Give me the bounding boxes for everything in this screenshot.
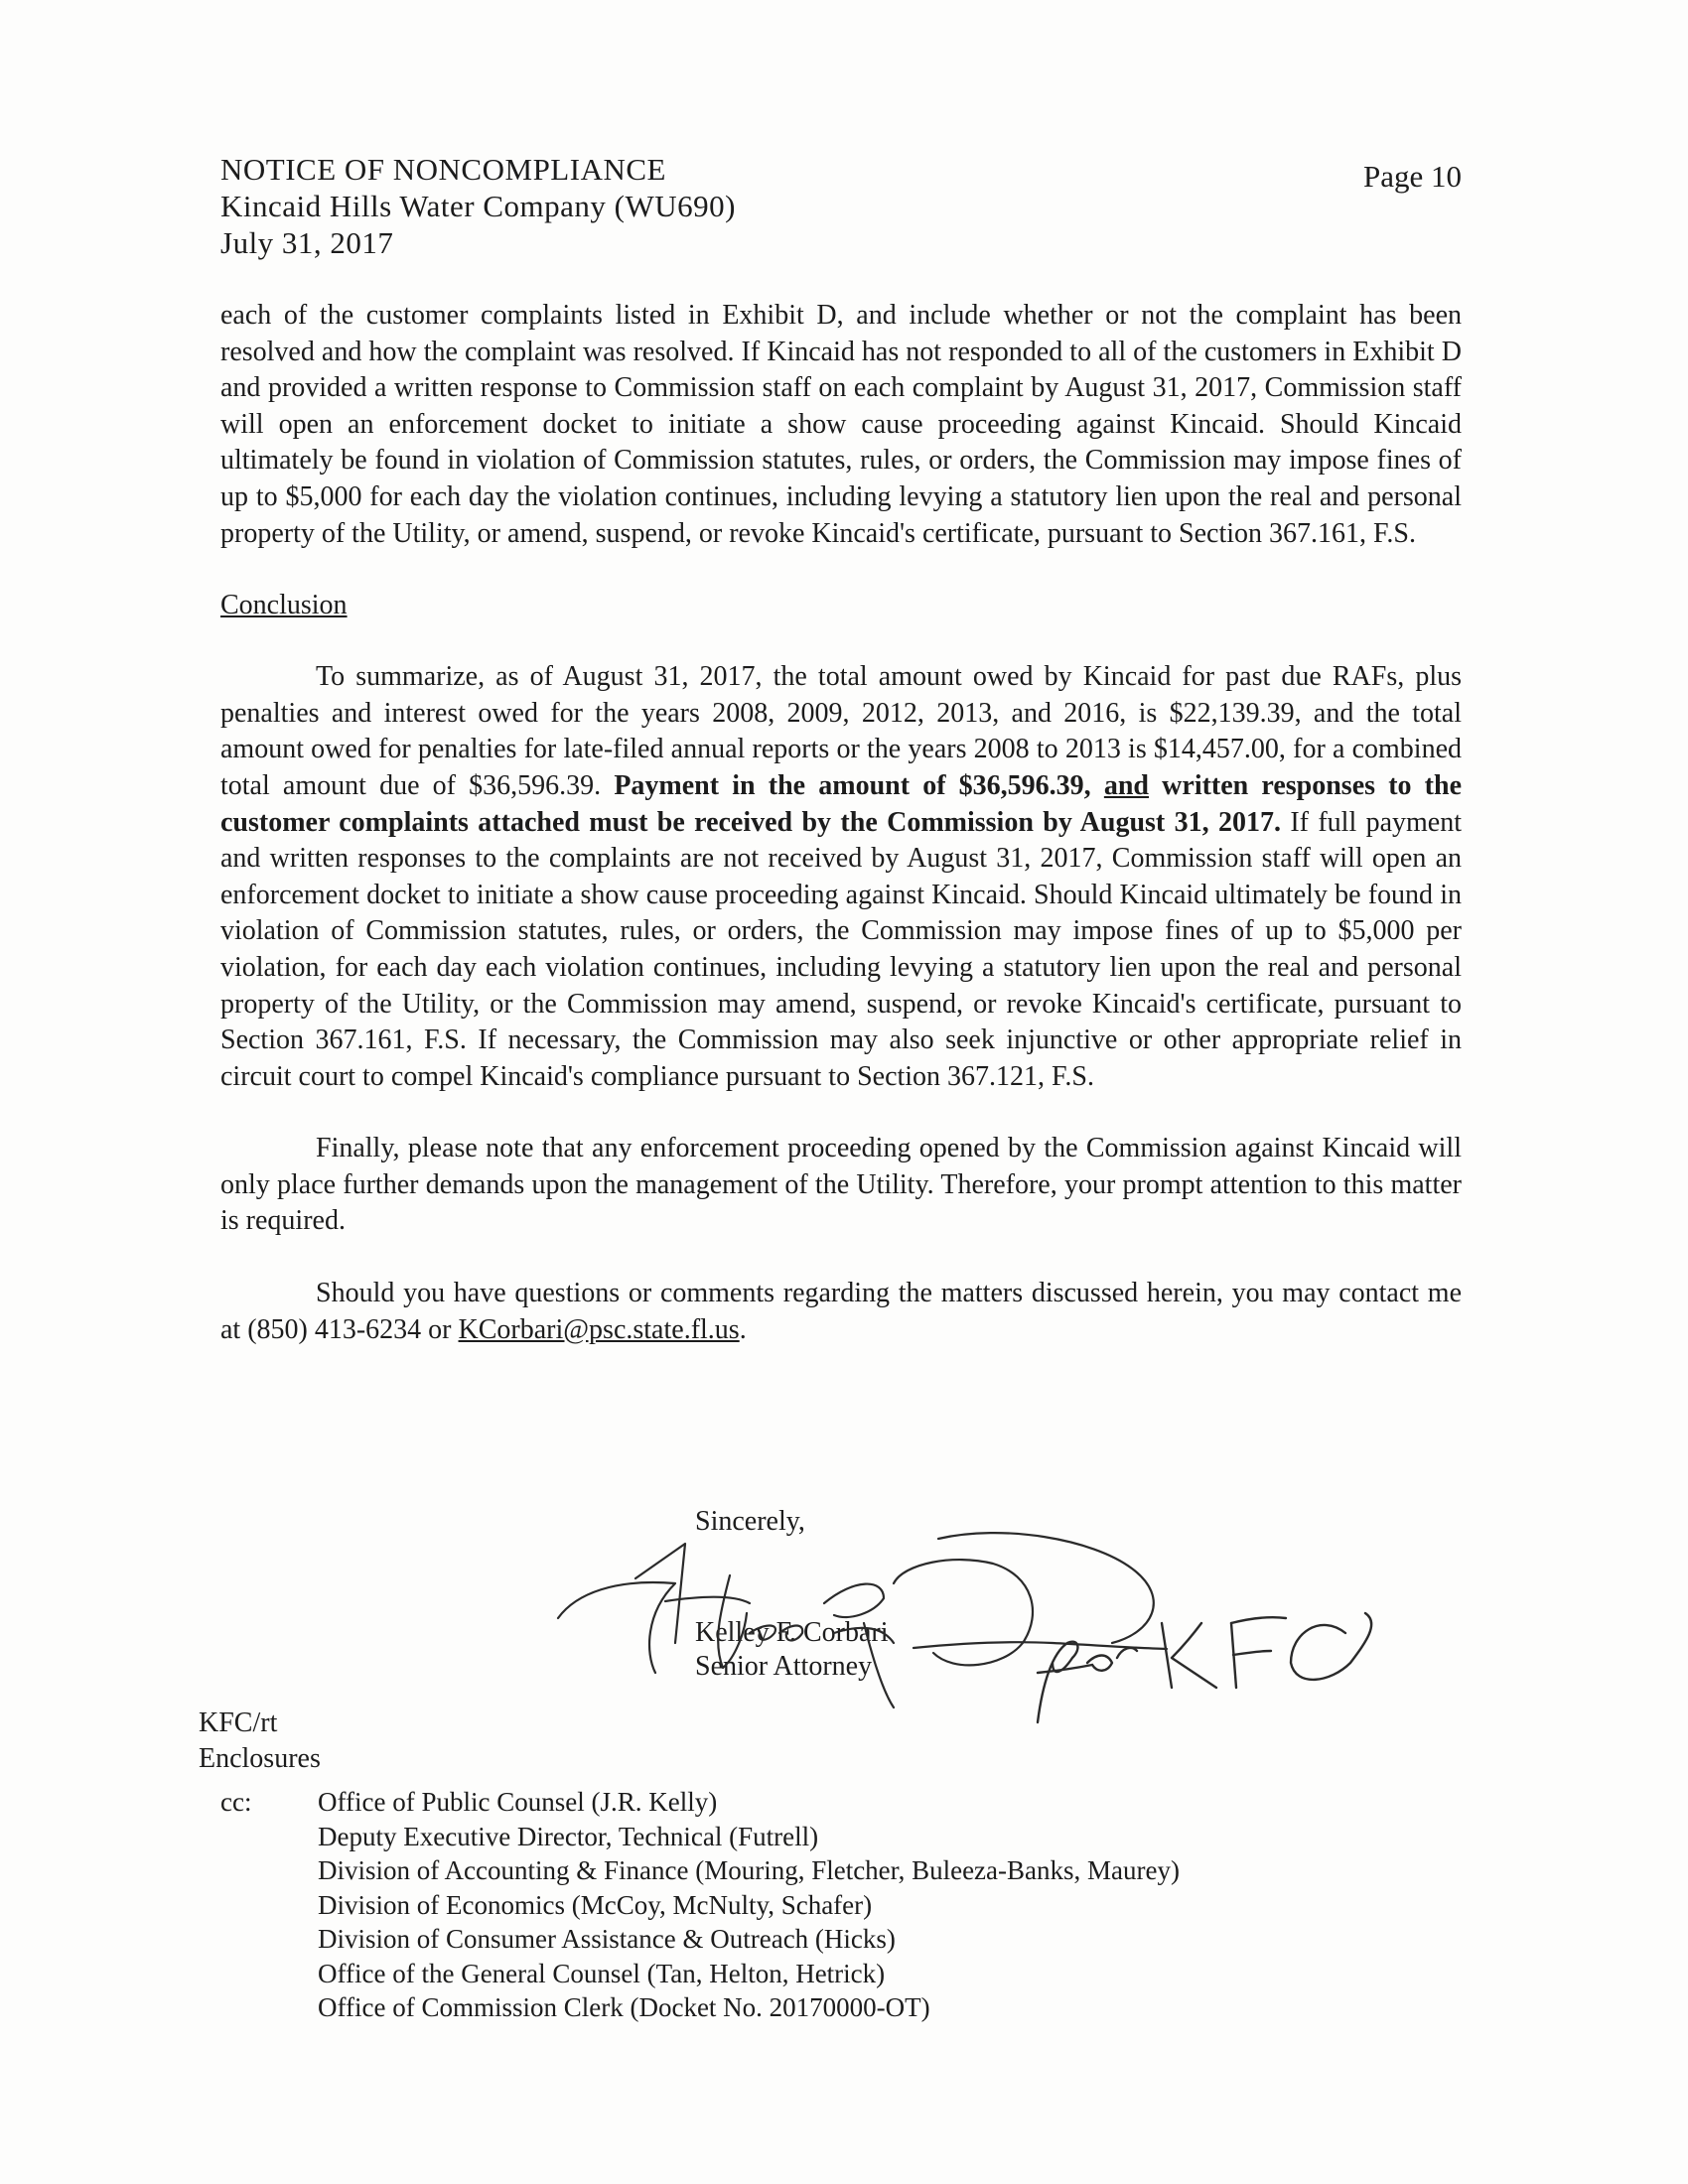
- summary-bold-a: Payment in the amount of $36,596.39,: [614, 769, 1104, 801]
- contact-text-a: Should you have questions or comments regarding the matters discussed herein, you may contact me at (850) 413-6234 or: [220, 1278, 1462, 1345]
- cc-item: Deputy Executive Director, Technical (Futrell): [318, 1821, 819, 1851]
- typist-initials: KFC/rt: [199, 1707, 278, 1738]
- enclosures-label: Enclosures: [199, 1743, 321, 1774]
- cc-item: Office of Commission Clerk (Docket No. 20170000-OT): [318, 1992, 930, 2022]
- paragraph-contact: [220, 1276, 1462, 1348]
- summary-bold-b: written responses to the customer complaints attached must be received by the Commission by August 31, 2017.: [220, 769, 1463, 838]
- contact-text-b: .: [739, 1313, 747, 1345]
- summary-bold-and: and: [1103, 769, 1150, 801]
- cc-label: cc:: [220, 1787, 252, 1817]
- cc-list: [318, 1785, 1460, 2025]
- cc-item: Division of Consumer Assistance & Outreach (Hicks): [318, 1924, 896, 1954]
- company-name: Kincaid Hills Water Company (WU690): [220, 189, 736, 223]
- cc-item: Office of the General Counsel (Tan, Helton, Hetrick): [318, 1958, 886, 1988]
- summary-text-b: If full payment and written responses to the complaints are not received by August 31, 2017, Commission staff will open an enforcement docket to initiate a show cause proceeding against Kincaid. Should Kincaid ultimately be found in violation of Commission statutes, rules, or orders, the Commission may impose fines of up to $5,000 per violation, for each day each violation continues, including levying a statutory lien upon the real and personal property of the Utility, or the Commission may amend, suspend, or revoke Kincaid's certificate, pursuant to Section 367.161, F.S. If necessary, the Commission may also seek injunctive or other appropriate relief in circuit court to compel Kincaid's compliance pursuant to Section 367.121, F.S.: [220, 806, 1462, 1092]
- email-link[interactable]: KCorbari@psc.state.fl.us: [458, 1313, 740, 1345]
- letter-date: July 31, 2017: [220, 225, 394, 260]
- paragraph-complaints: each of the customer complaints listed in Exhibit D, and include whether or not the complaint has been resolved and how the complaint was resolved. If Kincaid has not responded to all of the customers in Exhibit D and provided a written response to Commission staff on each complaint by August 31, 2017, Commission staff will open an enforcement docket to initiate a show cause proceeding against Kincaid. Should Kincaid ultimately be found in violation of Commission statutes, rules, or orders, the Commission may impose fines of up to $5,000 for each day the violation continues, including levying a statutory lien upon the real and personal property of the Utility, or amend, suspend, or revoke Kincaid's certificate, pursuant to Section 367.161, F.S.: [220, 300, 1462, 549]
- paragraph-finally: Finally, please note that any enforcement proceeding opened by the Commission against Kincaid will only place further demands upon the management of the Utility. Therefore, your prompt attention to this matter is required.: [220, 1133, 1462, 1237]
- salutation: Sincerely,: [695, 1506, 805, 1537]
- page-number: Page 10: [1362, 159, 1462, 194]
- section-heading-conclusion: Conclusion: [220, 590, 348, 621]
- signer-name: Kelley F. Corbari: [695, 1617, 889, 1648]
- signature-block: [695, 1616, 1192, 1684]
- cc-item: Division of Accounting & Finance (Mouring, Fletcher, Buleeza-Banks, Maurey): [318, 1855, 1180, 1885]
- paragraph-summary: [220, 659, 1462, 1095]
- cc-item: Office of Public Counsel (J.R. Kelly): [318, 1787, 718, 1817]
- cc-item: Division of Economics (McCoy, McNulty, Schafer): [318, 1889, 873, 1920]
- notice-title: NOTICE OF NONCOMPLIANCE: [220, 152, 666, 187]
- footer-initials: [199, 1706, 321, 1777]
- letter-body: [220, 298, 1462, 1348]
- closing-salutation: [695, 1504, 1192, 1540]
- signer-title: Senior Attorney: [695, 1651, 873, 1682]
- page-header: [220, 151, 1462, 261]
- summary-text-a: To summarize, as of August 31, 2017, the total amount owed by Kincaid for past due RAFs, plus penalties and interest owed for the years 2008, 2009, 2012, 2013, and 2016, is $22,139.39, and the total amount owed for penalties for late-filed annual reports or the years 2008 to 2013 is $14,457.00, for a combined total amount due of $36,596.39.: [220, 661, 1462, 801]
